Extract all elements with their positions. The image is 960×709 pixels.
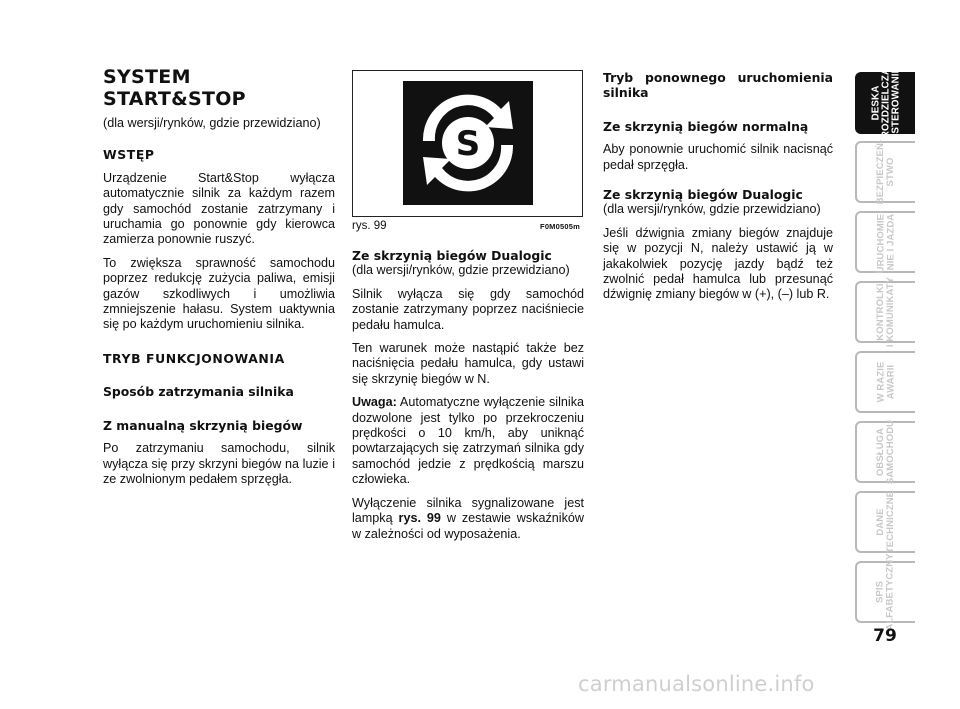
svg-text:S: S [455, 124, 481, 164]
note-text: Automatyczne wyłączenie silnika dozwolone jest tylko po przekroczeniu prędkości o 10 km/h, aby uniknąć powtarzających się zatrzymań silnika gdy samochód jedzie z prędkością marszu człowieka. [352, 395, 584, 487]
note-paragraph [352, 395, 584, 487]
tab-label: BEZPIECZEŃ- STWO [875, 139, 896, 205]
stop-heading: Sposób zatrzymania silnika [103, 384, 294, 400]
tab-label: W RAZIE AWARII [875, 361, 896, 403]
tab-label: OBSŁUGA SAMOCHODU [875, 419, 897, 485]
figure-code: F0M0505m [540, 222, 580, 231]
dualogic-paragraph-1: Silnik wyłącza się gdy samochód zostanie zatrzymany poprzez naciśniecie pedału hamulca. [352, 286, 584, 332]
section-subtitle: (dla wersji/rynków, gdzie przewidziano) [103, 116, 321, 130]
column-middle [352, 248, 584, 550]
restart-heading: Tryb ponownego uruchomienia silnika [603, 70, 833, 101]
tab-label: URUCHOMIE- NIE I JAZDA [875, 210, 896, 274]
manual-gearbox-paragraph: Po zatrzymaniu samochodu, silnik wyłącza się przy skrzyni biegów na luzie i ze zwolnionym pedałem sprzęgła. [103, 441, 335, 486]
intro-paragraph-1: Urządzenie Start&Stop wyłącza automatycznie silnik za każdym razem gdy samochód zostanie zatrzymany i uruchamia go ponownie gdy kierowca zamierza ponownie ruszyć. [103, 170, 335, 247]
indicator-paragraph [352, 496, 584, 542]
intro-paragraph-2: To zwiększa sprawność samochodu poprzez redukcję zużycia paliwa, emisji gazów szkodliwych i umożliwia zmniejszenie hałasu. System uaktywnia się po każdym uruchomieniu silnika. [103, 255, 335, 332]
figure-99 [352, 70, 583, 217]
tab-maintenance[interactable] [855, 421, 915, 483]
tab-starting-driving[interactable] [855, 211, 915, 273]
indicator-text-a: Wyłączenie silnika sygnalizowane jest lampką [352, 495, 584, 526]
tab-warning-lights[interactable] [855, 276, 915, 348]
start-stop-s-icon [403, 81, 533, 205]
tab-dashboard-controls[interactable] [855, 66, 915, 140]
manual-gearbox-heading: Z manualną skrzynią biegów [103, 417, 303, 433]
normal-gearbox-paragraph: Aby ponownie uruchomić silnik nacisnąć pedał sprzęgła. [603, 142, 833, 172]
tab-safety[interactable] [855, 141, 915, 203]
tab-emergency[interactable] [855, 351, 915, 413]
section-title: SYSTEM START&STOP [103, 66, 246, 110]
figure-label: rys. 99 [352, 220, 387, 232]
mode-heading: TRYB FUNKCJONOWANIA [103, 350, 285, 366]
intro-heading: WSTĘP [103, 147, 155, 163]
dualogic-heading: Ze skrzynią biegów Dualogic [352, 248, 552, 263]
tab-label: DESKA ROZDZIELCZA I STEROWANIE [870, 66, 902, 140]
dualogic-paragraph-2: Ten warunek może nastąpić także bez naciśnięcia pedału hamulca, gdy ustawi się skrzynię biegów w N. [352, 341, 584, 386]
column-left [103, 66, 335, 495]
dualogic-restart-subtitle: (dla wersji/rynków, gdzie przewidziano) [603, 202, 821, 217]
page-number: 79 [873, 626, 897, 646]
figure-reference: rys. 99 [398, 511, 441, 526]
tab-label: SPIS ALFABETYCZNY [875, 553, 897, 631]
column-right [603, 70, 833, 311]
tab-label: DANE TECHNICZNE [875, 490, 897, 554]
tab-technical-data[interactable] [855, 491, 915, 553]
dualogic-restart-heading: Ze skrzynią biegów Dualogic [603, 187, 803, 203]
tab-label: KONTROLKI I KOMUNIKATY [875, 276, 897, 348]
indicator-text-b: w zestawie wskaźników w zależności od wyposażenia. [352, 511, 584, 541]
dualogic-subtitle: (dla wersji/rynków, gdzie przewidziano) [352, 263, 570, 278]
tab-index[interactable] [855, 553, 915, 631]
watermark: carmanualsonline.info [578, 672, 815, 696]
note-label: Uwaga: [352, 395, 397, 410]
dualogic-restart-paragraph: Jeśli dźwignia zmiany biegów znajduje się w pozycji N, należy ustawić ją w jakakolwiek pozycję jazdy bądź też zwolnić pedał hamulca lub przesunąć dźwignię zmiany biegów w (+), (–) lub R. [603, 225, 833, 302]
normal-gearbox-heading: Ze skrzynią biegów normalną [603, 118, 809, 134]
